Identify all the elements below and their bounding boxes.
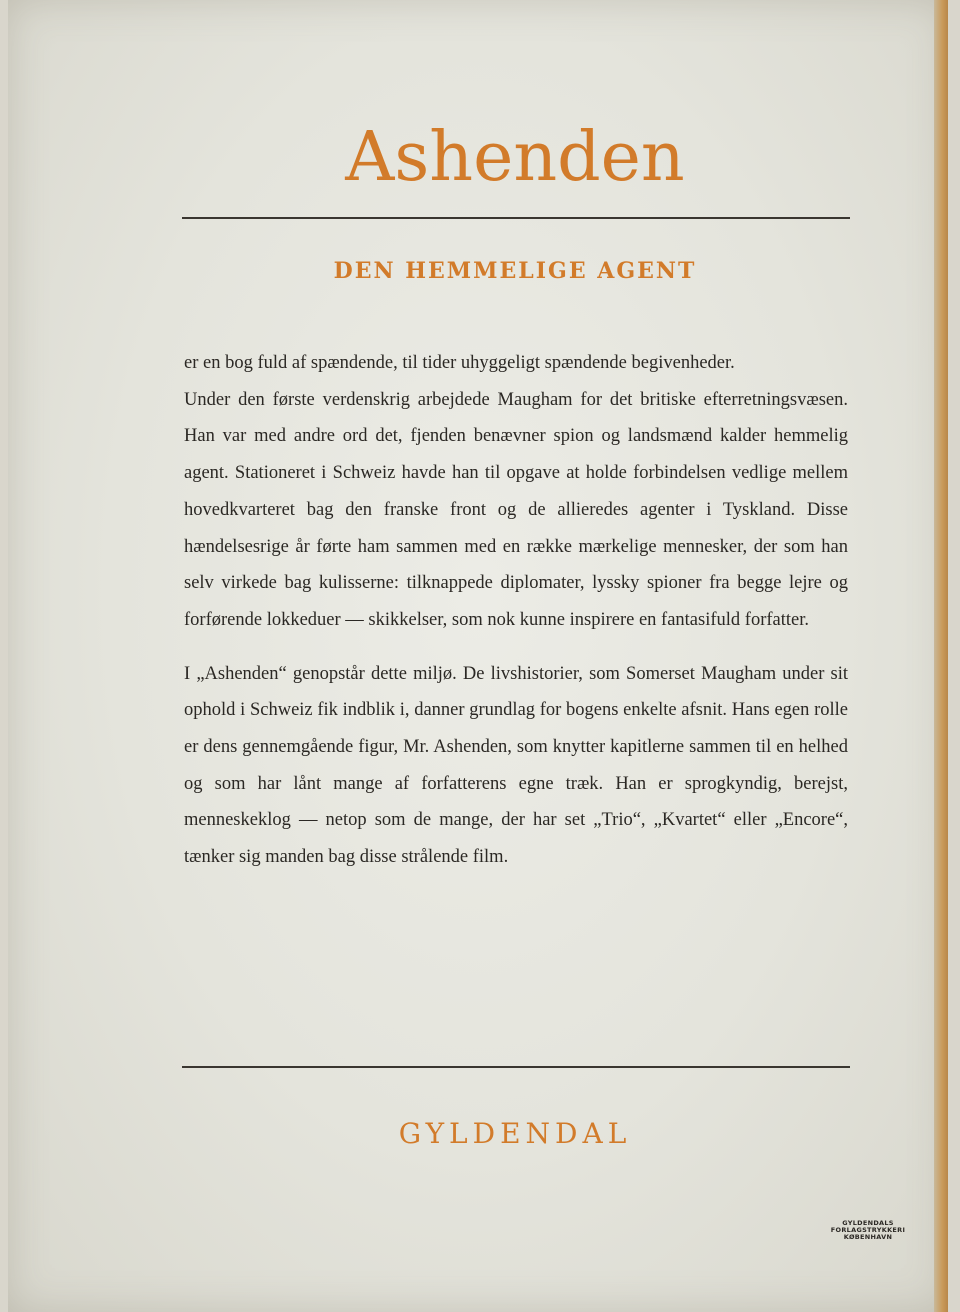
blurb-paragraph-2: Under den første verdenskrig arbejdede Maugham for det britiske efterretningsvæsen. Han var med andre ord det, fjenden benævner spion og landsmænd kalder hemmelig agent. Stationeret i Schweiz havde han til opgave at holde forbindelsen vedlige mellem hovedkvarteret bag den franske front og de allieredes agenter i Tyskland. Disse hændelsesrige år førte ham sammen med en række mærkelige mennesker, der som han selv virkede bag kulisserne: tilknappede diplomater, lyssky spioner fra begge lejre og forførende lokkeduer — skikkelser, som nok kunne inspirere en fantasifuld forfatter. <box>184 389 848 630</box>
printer-stamp-line: GYLDENDALS <box>842 1219 894 1227</box>
printer-stamp <box>818 1220 918 1241</box>
blurb-paragraph-3: I „Ashenden“ genopstår dette miljø. De livshistorier, som Somerset Maugham under sit ophold i Schweiz fik indblik i, danner grundlag for bogens enkelte afsnit. Hans egen rolle er dens gennemgående figur, Mr. Ashenden, som knytter kapitlerne sammen til en helhed og som har lånt mange af forfatterens egne træk. Han er sprogkyndig, berejst, menneskeklog — netop som de mange, der har set „Trio“, „Kvartet“ eller „Encore“, tænker sig manden bag disse strålende film. <box>184 663 848 868</box>
publisher-name: GYLDENDAL <box>398 1117 632 1150</box>
book-subtitle: DEN HEMMELIGE AGENT <box>333 258 697 284</box>
top-divider <box>182 217 850 219</box>
printer-stamp-line: KØBENHAVN <box>843 1233 893 1241</box>
blurb-text <box>184 345 848 876</box>
book-back-cover <box>8 0 948 1312</box>
printer-stamp-line: FORLAGSTRYKKERI <box>830 1226 906 1234</box>
book-title: Ashenden <box>345 118 685 197</box>
bottom-divider <box>182 1066 850 1068</box>
blurb-paragraph-1: er en bog fuld af spændende, til tider uhyggeligt spændende begivenheder. <box>184 353 735 373</box>
